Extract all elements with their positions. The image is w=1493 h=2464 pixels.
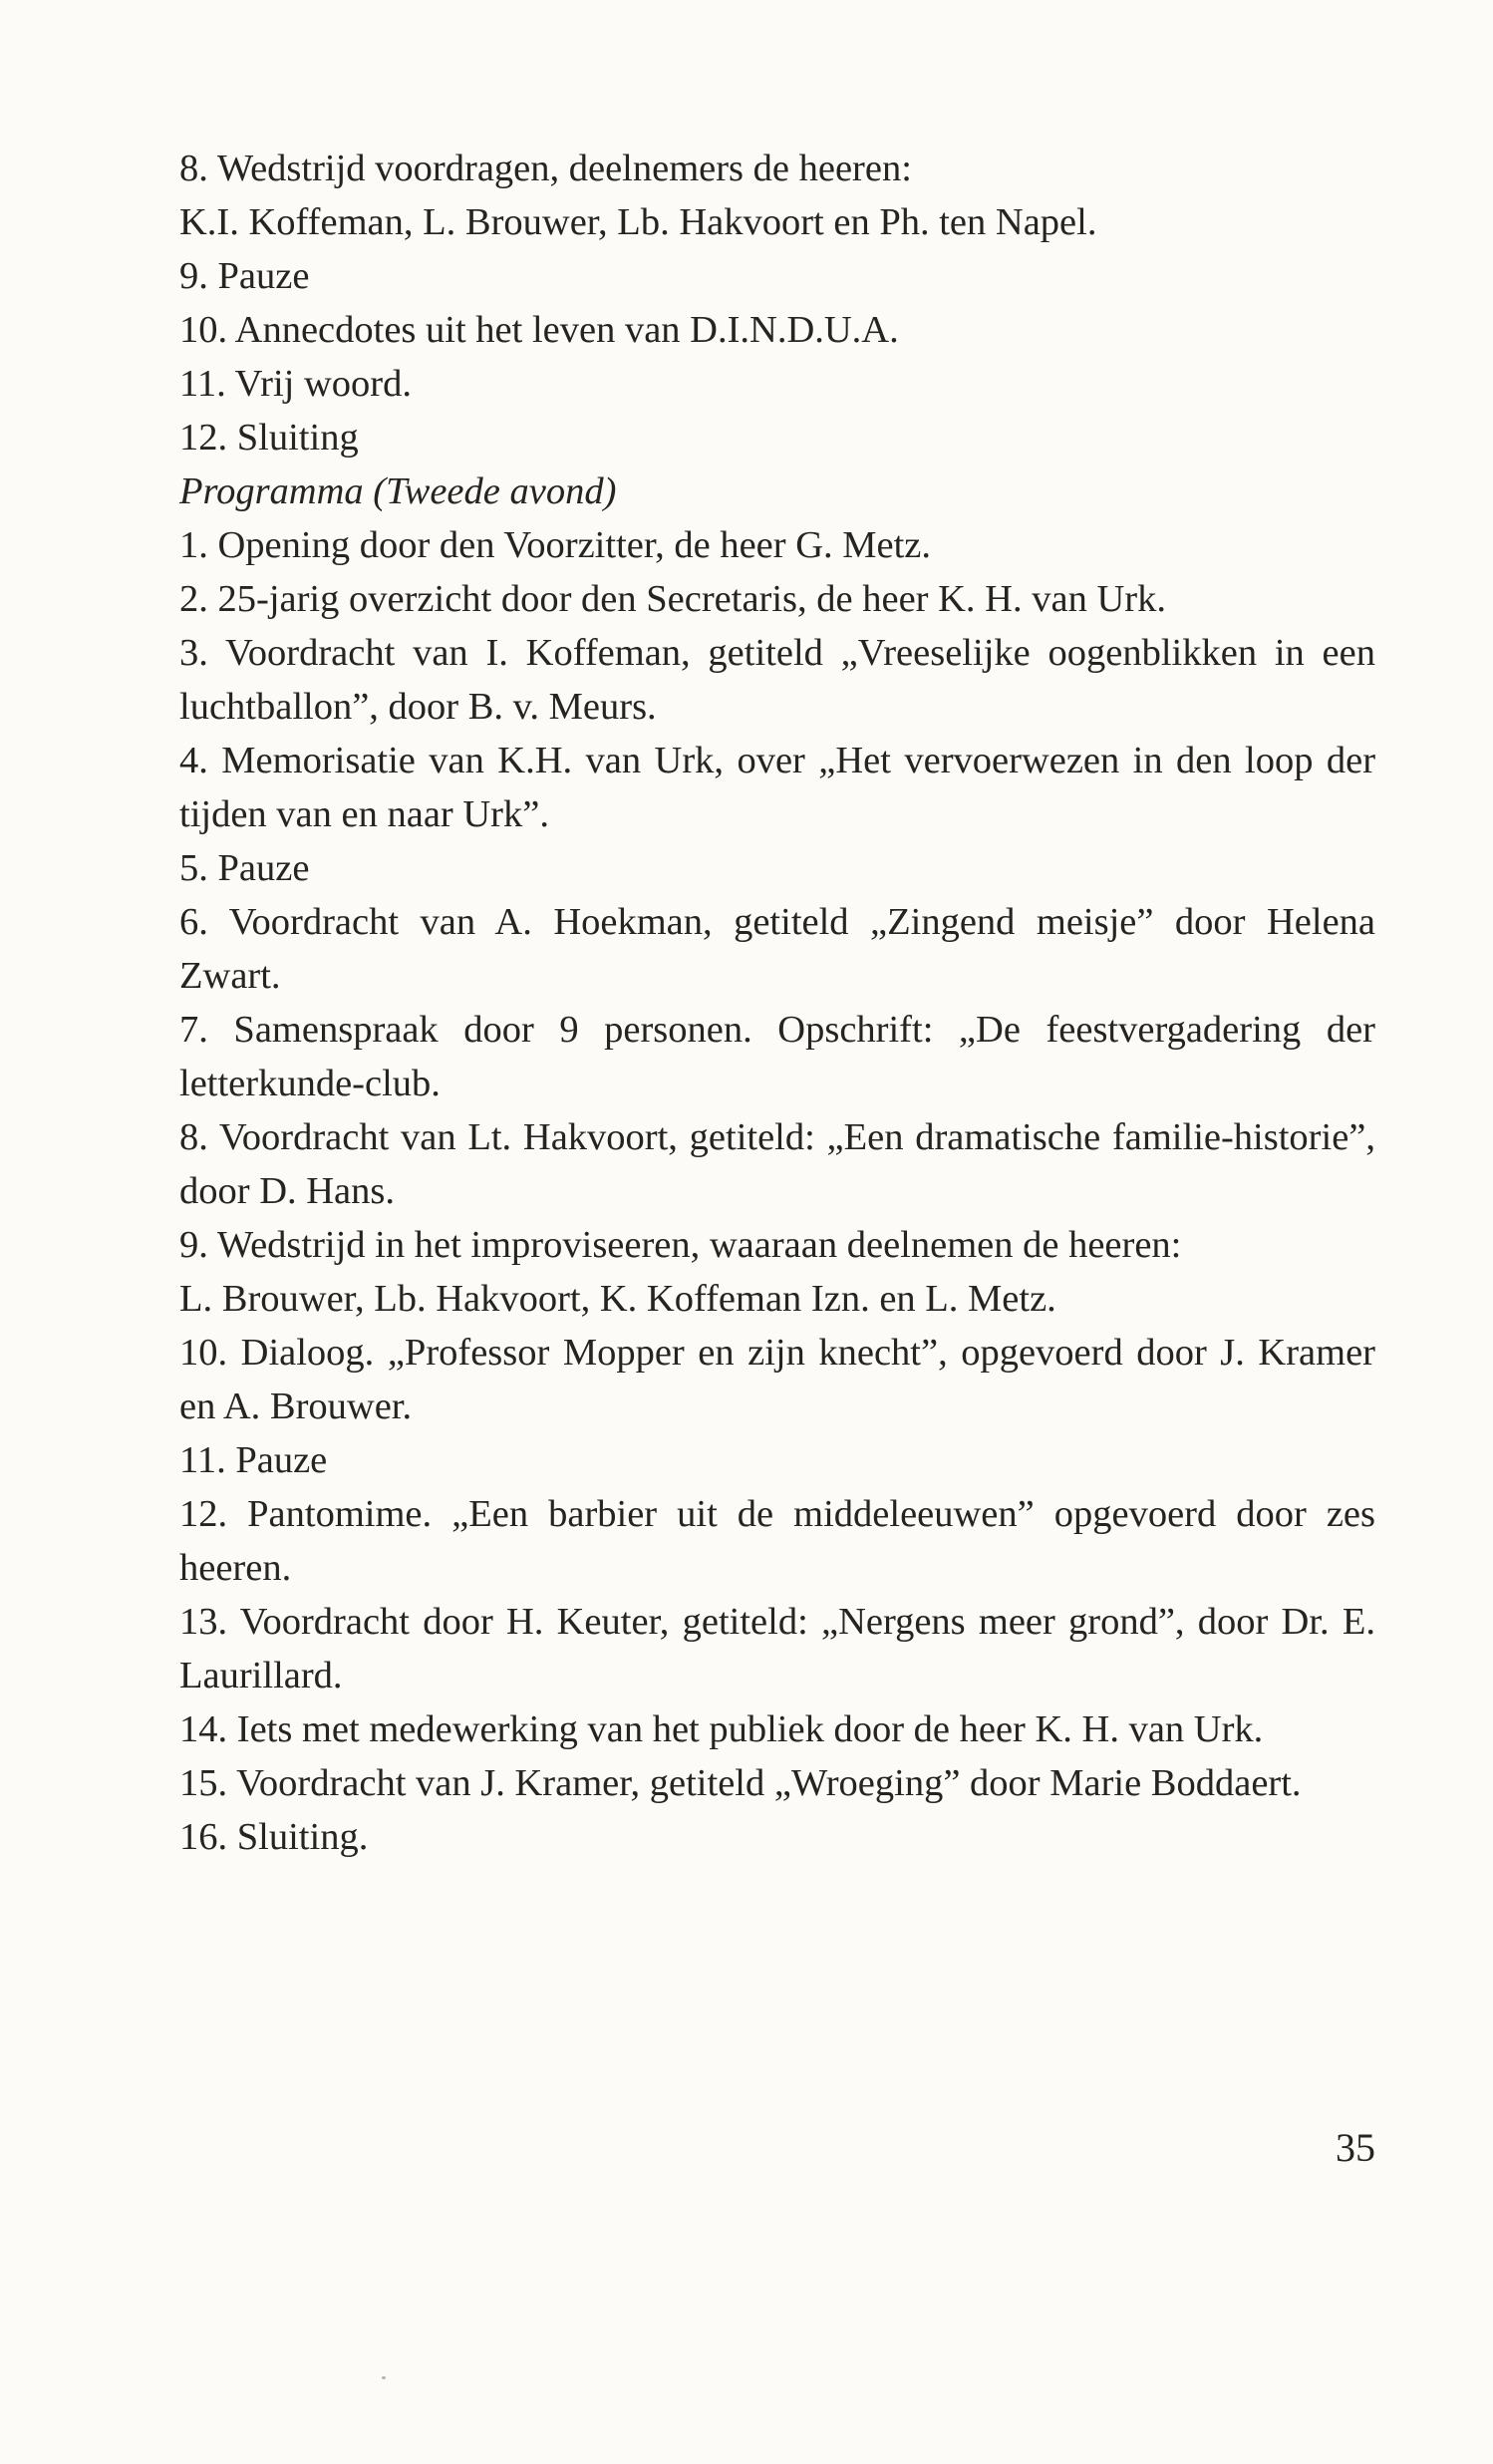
item-number: 11.: [179, 1439, 226, 1481]
program-item: [179, 572, 1375, 626]
item-number: 9.: [179, 1224, 208, 1266]
program-item: [179, 1110, 1375, 1218]
item-text: Wedstrijd in het improviseeren, waaraan deelnemen de heeren:: [216, 1224, 1182, 1266]
item-text: Pantomime. „Een barbier uit de middeleeuwen” opgevoerd door zes heeren.: [179, 1493, 1376, 1589]
item-number: 8.: [179, 1116, 208, 1158]
item-number: 6.: [179, 901, 208, 943]
list-item: [179, 303, 1375, 357]
list-item: [179, 195, 1375, 249]
item-text: L. Brouwer, Lb. Hakvoort, K. Koffeman Izn. en L. Metz.: [179, 1278, 1056, 1320]
item-number: 7.: [179, 1009, 208, 1051]
item-text: 25-jarig overzicht door den Secretaris, de heer K. H. van Urk.: [217, 578, 1166, 620]
item-text: Voordracht door H. Keuter, getiteld: „Nergens meer grond”, door Dr. E. Laurillard.: [179, 1601, 1375, 1696]
program-item: [179, 1003, 1375, 1110]
item-number: 3.: [179, 632, 208, 674]
program-item: [179, 1810, 1375, 1864]
item-number: 5.: [179, 847, 208, 889]
item-number: 9.: [179, 255, 208, 297]
item-number: 13.: [179, 1601, 228, 1643]
program-item: [179, 1326, 1375, 1433]
program-item: [179, 841, 1375, 895]
item-text: Voordracht van A. Hoekman, getiteld „Zingend meisje” door Helena Zwart.: [179, 901, 1375, 997]
item-number: 2.: [179, 578, 208, 620]
item-text: Iets met medewerking van het publiek door de heer K. H. van Urk.: [236, 1708, 1264, 1750]
program-item: [179, 1272, 1375, 1326]
program-item: [179, 1218, 1375, 1272]
program-item: [179, 626, 1375, 734]
paper-speck: [382, 2376, 386, 2379]
item-number: 12.: [179, 417, 228, 459]
program-item: [179, 518, 1375, 572]
item-text: Sluiting.: [236, 1816, 369, 1858]
item-text: Opening door den Voorzitter, de heer G. Metz.: [217, 524, 932, 566]
program-item: [179, 1433, 1375, 1487]
item-number: 10.: [179, 1332, 228, 1374]
list-item: [179, 357, 1375, 411]
item-text: Vrij woord.: [234, 363, 412, 405]
item-number: 16.: [179, 1816, 228, 1858]
section-heading: Programma (Tweede avond): [179, 470, 617, 512]
program-item: [179, 1756, 1375, 1810]
item-number: 12.: [179, 1493, 228, 1535]
list-item: [179, 411, 1375, 464]
item-text: Pauze: [217, 255, 310, 297]
item-text: Wedstrijd voordragen, deelnemers de heeren:: [216, 148, 912, 189]
item-text: Samenspraak door 9 personen. Opschrift: „De feestvergadering der letterkunde-club.: [179, 1009, 1375, 1104]
item-text: Voordracht van J. Kramer, getiteld „Wroeging” door Marie Boddaert.: [236, 1762, 1302, 1804]
item-number: 1.: [179, 524, 208, 566]
item-number: 14.: [179, 1708, 228, 1750]
item-number: 4.: [179, 740, 208, 781]
item-number: 8.: [179, 148, 208, 189]
item-text: Sluiting: [236, 417, 359, 459]
page-text: [179, 142, 1375, 1864]
item-text: Dialoog. „Professor Mopper en zijn knecht”, opgevoerd door J. Kramer en A. Brouwer.: [179, 1332, 1375, 1427]
page-number: 35: [1336, 2125, 1375, 2170]
program-item: [179, 895, 1375, 1003]
program-item: [179, 734, 1375, 841]
item-number: 10.: [179, 309, 228, 351]
program-item: [179, 1595, 1375, 1702]
program-item: [179, 1487, 1375, 1595]
item-text: Pauze: [235, 1439, 328, 1481]
item-text: Pauze: [217, 847, 310, 889]
item-text: Voordracht van I. Koffeman, getiteld „Vreeselijke oogenblikken in een luchtballon”, door B. v. Meurs.: [179, 632, 1375, 728]
list-item: [179, 142, 1375, 195]
item-text: Voordracht van Lt. Hakvoort, getiteld: „Een dramatische familie-historie”, door D. Hans.: [179, 1116, 1375, 1212]
item-text: Annecdotes uit het leven van D.I.N.D.U.A.: [234, 309, 899, 351]
program-item: [179, 1702, 1375, 1756]
item-text: K.I. Koffeman, L. Brouwer, Lb. Hakvoort en Ph. ten Napel.: [179, 201, 1097, 243]
list-item: [179, 249, 1375, 303]
item-number: 15.: [179, 1762, 228, 1804]
item-text: Memorisatie van K.H. van Urk, over „Het vervoerwezen in den loop der tijden van en naar Urk”.: [179, 740, 1376, 835]
item-number: 11.: [179, 363, 226, 405]
